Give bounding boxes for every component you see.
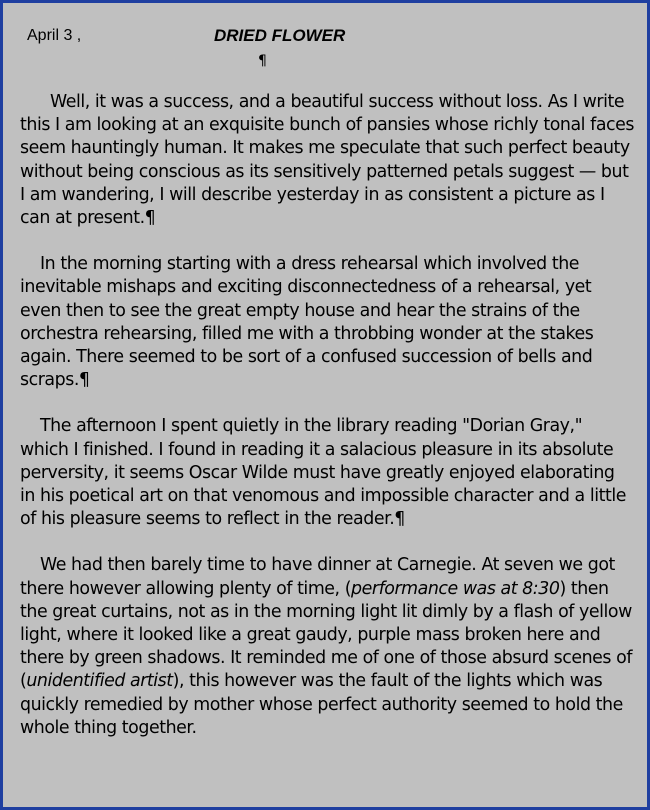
document-header <box>27 25 627 47</box>
paragraph-text: ), this however was the fault of the lights which was quickly remedied by mother whose perfect authority seemed to hold the whole thing together. <box>20 671 623 738</box>
paragraph-text: Well, it was a success, and a beautiful success without loss. As I write this I am looking at an exquisite bunch of pansies whose richly tonal faces seem hauntingly human. It makes me speculate that such perfect beauty without being conscious as its sensitively patterned petals suggest — but I am wandering, I will describe yesterday in as consistent a picture as I can at present. <box>20 92 634 229</box>
paragraph-text: ) then the great curtains, not as in the morning light lit dimly by a flash of yellow light, where it looked like a great gaudy, purple mass broken here and there by green shadows. It reminded me of one of those absurd scenes of ( <box>20 578 632 692</box>
entry-body <box>20 91 634 763</box>
paragraph-mark: ¶ <box>258 53 267 69</box>
paragraph-mark: ¶ <box>144 208 156 229</box>
italic-note: unidentified artist <box>26 671 173 692</box>
paragraph-1 <box>20 91 634 230</box>
entry-date: April 3 , <box>27 27 82 44</box>
paragraph-3 <box>20 415 634 531</box>
paragraph-2 <box>20 253 634 392</box>
paragraph-text: In the morning starting with a dress rehearsal which involved the inevitable mishaps and exciting disconnectedness of a rehearsal, yet even then to see the great empty house and hear the strains of the orchestra rehearsing, filled me with a throbbing wonder at the stakes again. There seemed to be sort of a confused succession of bells and scraps. <box>20 254 594 391</box>
paragraph-text: We had then barely time to have dinner at Carnegie. At seven we got there however allowing plenty of time, ( <box>20 555 615 599</box>
italic-note: performance was at 8:30 <box>351 578 560 599</box>
entry-title: DRIED FLOWER <box>214 26 346 45</box>
paragraph-mark: ¶ <box>394 509 405 530</box>
paragraph-text: The afternoon I spent quietly in the library reading "Dorian Gray," which I finished. I found in reading it a salacious pleasure in its absolute perversity, it seems Oscar Wilde must have greatly enjoyed elaborating in his poetical art on that venomous and impossible character and a little of his pleasure seems to reflect in the reader. <box>20 416 626 530</box>
paragraph-mark: ¶ <box>78 370 90 391</box>
paragraph-4 <box>20 554 634 740</box>
